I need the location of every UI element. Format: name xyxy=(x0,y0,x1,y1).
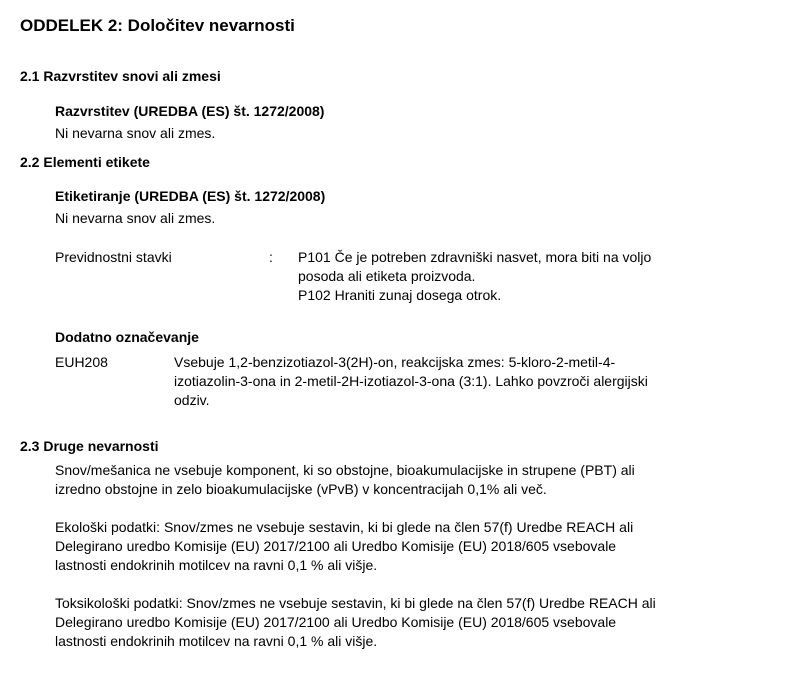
paragraph-line: Ekološki podatki: Snov/zmes ne vsebuje sestavin, ki bi glede na člen 57(f) Uredbe REACH ali xyxy=(55,519,634,535)
paragraph-toxicological xyxy=(55,594,656,651)
heading-2-3: 2.3 Druge nevarnosti xyxy=(20,438,159,454)
euh-code: EUH208 xyxy=(55,354,108,370)
subheading-classification: Razvrstitev (UREDBA (ES) št. 1272/2008) xyxy=(55,103,325,119)
euh-text-line: odziv. xyxy=(174,392,210,408)
paragraph-line: Delegirano uredbo Komisije (EU) 2017/2100 ali Uredbo Komisije (EU) 2018/605 vsebovale xyxy=(55,614,617,630)
precautionary-line: P102 Hraniti zunaj dosega otrok. xyxy=(298,287,502,303)
subheading-additional-labelling: Dodatno označevanje xyxy=(55,329,199,345)
classification-text: Ni nevarna snov ali zmes. xyxy=(55,125,216,141)
paragraph-line: izredno obstojne in zelo bioakumulacijske (vPvB) v koncentracijah 0,1% ali več. xyxy=(55,481,547,497)
heading-2-2: 2.2 Elementi etikete xyxy=(20,154,150,170)
paragraph-ecological xyxy=(55,518,633,575)
precautionary-colon: : xyxy=(269,249,273,265)
paragraph-line: Toksikološki podatki: Snov/zmes ne vsebuje sestavin, ki bi glede na člen 57(f) Uredbe REACH ali xyxy=(55,595,656,611)
labelling-text: Ni nevarna snov ali zmes. xyxy=(55,210,216,226)
heading-2-1: 2.1 Razvrstitev snovi ali zmesi xyxy=(20,68,221,84)
paragraph-pbt xyxy=(55,461,635,499)
paragraph-line: Snov/mešanica ne vsebuje komponent, ki so obstojne, bioakumulacijske in strupene (PBT) ali xyxy=(55,462,635,478)
paragraph-line: Delegirano uredbo Komisije (EU) 2017/2100 ali Uredbo Komisije (EU) 2018/605 vsebovale xyxy=(55,538,617,554)
euh-text-line: Vsebuje 1,2-benzizotiazol-3(2H)-on, reakcijska zmes: 5-kloro-2-metil-4- xyxy=(174,354,616,370)
precautionary-label: Previdnostni stavki xyxy=(55,249,172,265)
precautionary-line: posoda ali etiketa proizvoda. xyxy=(298,268,476,284)
precautionary-line: P101 Če je potreben zdravniški nasvet, mora biti na voljo xyxy=(298,249,652,265)
paragraph-line: lastnosti endokrinih motilcev na ravni 0,1 % ali višje. xyxy=(55,633,378,649)
euh-text-line: izotiazolin-3-ona in 2-metil-2H-izotiazol-3-ona (3:1). Lahko povzroči alergijski xyxy=(174,373,648,389)
paragraph-line: lastnosti endokrinih motilcev na ravni 0,1 % ali višje. xyxy=(55,557,378,573)
subheading-labelling: Etiketiranje (UREDBA (ES) št. 1272/2008) xyxy=(55,188,326,204)
section-title: ODDELEK 2: Določitev nevarnosti xyxy=(20,16,295,35)
